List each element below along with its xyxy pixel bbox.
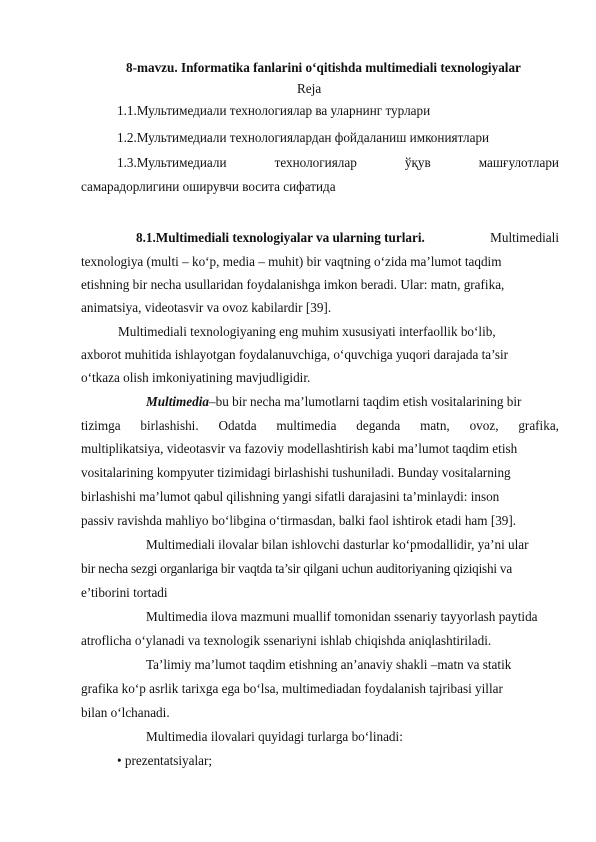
paragraph-line: Multimediali ilovalar bilan ishlovchi dasturlar ko‘pmodallidir, ya’ni ular bbox=[146, 537, 529, 552]
plan-label: Reja bbox=[297, 81, 322, 96]
plan-item-3-word: технологиялар bbox=[274, 155, 357, 170]
paragraph-line: vositalarining kompyuter tizimidagi birlashishi tushuniladi. Bunday vositalarning bbox=[81, 465, 511, 480]
paragraph-line: atroflicha o‘ylanadi va texnologik ssenariyni ishlab chiqishda aniqlashtiriladi. bbox=[81, 633, 492, 648]
paragraph-line: o‘tkaza olish imkoniyatining mavjudligidir. bbox=[81, 370, 311, 385]
paragraph-line: bilan o‘lchanadi. bbox=[81, 705, 170, 720]
paragraph-line: multiplikatsiya, videotasvir va fazoviy modellashtirish kabi ma’lumot taqdim etish bbox=[81, 441, 518, 456]
paragraph-line: Ta’limiy ma’lumot taqdim etishning an’anaviy shakli –matn va statik bbox=[146, 657, 512, 672]
paragraph-line: Multimediali texnologiyaning eng muhim xususiyati interfaollik bo‘lib, bbox=[118, 324, 496, 339]
plan-item-3-word: ўқув bbox=[404, 155, 431, 170]
section-first-line bbox=[136, 230, 559, 246]
definition-text: –bu bir necha ma’lumotlarni taqdim etish vositalarining bir bbox=[209, 394, 522, 409]
section-line: etishning bir necha usullaridan foydalanishga imkon beradi. Ular: matn, grafika, bbox=[81, 277, 505, 292]
word: matn, bbox=[420, 418, 450, 433]
word: ovoz, bbox=[469, 418, 499, 433]
word: tizimga bbox=[81, 418, 121, 433]
word: birlashishi. bbox=[140, 418, 199, 433]
section-title-text: 8.1.Multimediali texnologiyalar va ularning turlari. bbox=[136, 230, 425, 245]
topic-title: 8-mavzu. Informatika fanlarini o‘qitishda multimediali texnologiyalar bbox=[126, 60, 521, 75]
section-line: texnologiya (multi – ko‘p, media – muhit) bir vaqtning o‘zida ma’lumot taqdim bbox=[81, 254, 502, 269]
paragraph-line: axborot muhitida ishlayotgan foydalanuvchiga, o‘quvchiga yuqori darajada ta’sir bbox=[81, 347, 509, 362]
word: Odatda bbox=[218, 418, 257, 433]
section-title bbox=[136, 230, 466, 246]
paragraph-line: Multimedia ilova mazmuni muallif tomonidan ssenariy tayyorlash paytida bbox=[146, 609, 538, 624]
plan-item-3-word: машғулотлари bbox=[478, 155, 559, 170]
paragraph-line: grafika ko‘p asrlik tarixga ega bo‘lsa, multimediadan foydalanish tajribasi yillar bbox=[81, 681, 503, 696]
plan-item-2: 1.2.Мультимедиали технологиялардан фойдаланиш имкониятлари bbox=[117, 130, 490, 145]
word: grafika, bbox=[518, 418, 559, 433]
bullet-item: • prezentatsiyalar; bbox=[117, 753, 213, 768]
plan-item-1: 1.1.Мультимедиали технологиялар ва уларнинг турлари bbox=[117, 103, 431, 118]
plan-item-3-word: 1.3.Мультимедиали bbox=[117, 155, 227, 170]
paragraph-line bbox=[81, 418, 559, 434]
word: deganda bbox=[356, 418, 401, 433]
paragraph-line bbox=[146, 394, 521, 410]
plan-item-3-continued: самарадорлигини оширувчи восита сифатида bbox=[81, 179, 336, 194]
section-line: animatsiya, videotasvir va ovoz kabilardir [39]. bbox=[81, 300, 332, 315]
paragraph-line: passiv ravishda mahliyo bo‘libgina o‘tirmasdan, balki faol ishtirok etadi ham [39]. bbox=[81, 513, 517, 528]
paragraph-line: bir necha sezgi organlariga bir vaqtda ta’sir qilgani uchun auditoriyaning qiziqishi va bbox=[81, 561, 512, 576]
term-multimedia: Multimedia bbox=[146, 394, 210, 409]
paragraph-line: Multimedia ilovalari quyidagi turlarga bo‘linadi: bbox=[146, 729, 403, 744]
section-line-tail: Multimediali bbox=[490, 230, 559, 245]
plan-item-3 bbox=[117, 155, 559, 171]
paragraph-line: birlashishi ma’lumot qabul qilishning yangi sifatli darajasini ta’minlaydi: inson bbox=[81, 489, 500, 504]
paragraph-line: e’tiborini tortadi bbox=[81, 585, 168, 600]
word: multimedia bbox=[276, 418, 337, 433]
